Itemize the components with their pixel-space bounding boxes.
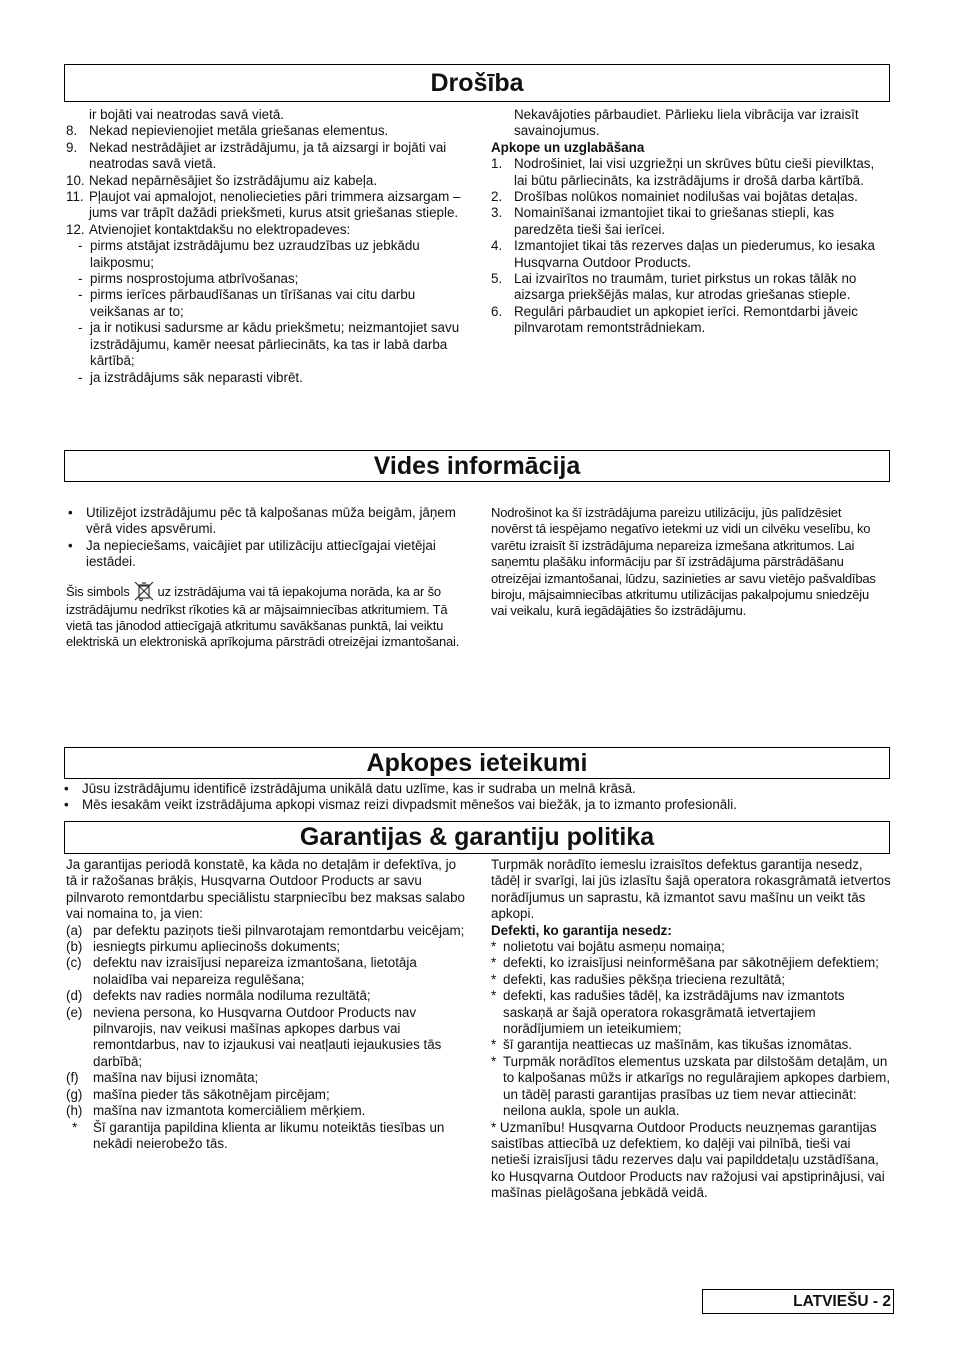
- warranty-condition: [66, 939, 466, 955]
- condition-letter: (c): [66, 955, 82, 971]
- safety-right-column: [491, 107, 891, 337]
- unplug-condition: [78, 370, 466, 386]
- warranty-condition: [66, 955, 466, 988]
- exclusion-item-text: nolietotu vai bojātu asmeņu nomaiņa;: [503, 939, 725, 955]
- environment-left-column: [66, 505, 466, 651]
- storage-item: [491, 189, 891, 205]
- safety-continuation: ir bojāti vai neatrodas savā vietā.: [89, 107, 285, 122]
- unplug-condition: [78, 271, 466, 287]
- item-number: 4.: [491, 238, 503, 254]
- exclusion-item: [491, 972, 891, 988]
- item-number: 6.: [491, 303, 503, 319]
- safety-item-text: Pļaujot vai apmalojot, nenoliecieties pāri trimmera aizsargam – jums var trāpīt dažādi priekšmeti, kurus atsit griešanas stieple.: [89, 189, 461, 221]
- warranty-note-list: [66, 1120, 466, 1153]
- condition-letter: (e): [66, 1004, 83, 1020]
- exclusion-item-text: šī garantija neattiecas uz mašīnām, kas tikušas iznomātas.: [503, 1037, 853, 1053]
- maintenance-bullet: [62, 781, 892, 797]
- warranty-condition: [66, 923, 466, 939]
- dash-marker: -: [78, 369, 83, 385]
- dash-marker: -: [78, 320, 83, 336]
- maintenance-bullet-list: [62, 781, 892, 814]
- exclusions-list: [491, 939, 891, 1119]
- bullet-marker: •: [64, 797, 69, 813]
- maintenance-bullet: [62, 797, 892, 813]
- environment-bullet: [66, 505, 466, 538]
- crossed-wheelie-bin-icon: [133, 580, 155, 602]
- safety-item: [66, 123, 466, 139]
- exclusion-item-text: defekti, ko izraisījusi neinformēšana par sākotnējiem defektiem;: [503, 955, 879, 971]
- warranty-condition: [66, 1005, 466, 1071]
- bullet-marker: •: [68, 537, 73, 553]
- warranty-note: [66, 1120, 466, 1153]
- section-header-environment: Vides informācija: [64, 450, 890, 482]
- exclusion-item-text: Turpmāk norādītos elementus uzskata par dilstošām detaļām, un to kalpošanas mūžs ir atkarīgs no regulārajiem apkopes darbiem, un tādēļ parasti garantijas prasības uz tiem nevar attiecināt: neilona aukla, spole un aukla.: [503, 1053, 891, 1119]
- warranty-condition-text: neviena persona, ko Husqvarna Outdoor Products nav pilnvarojis, nav veikusi mašīnas apkopes darbus vai remontdarbus, nav to izjaukusi vai neatļauti iejaukusies tās darbībā;: [93, 1004, 442, 1069]
- section-header-warranty: Garantijas & garantiju politika: [64, 821, 890, 854]
- warranty-condition-text: defekts nav radies normāla nodiluma rezultātā;: [93, 988, 371, 1004]
- safety-list: [66, 123, 466, 238]
- unplug-conditions-list: [66, 238, 466, 386]
- unplug-condition-text: pirms nosprostojuma atbrīvošanas;: [90, 271, 299, 287]
- vibration-note: Nekavājoties pārbaudiet. Pārlieku liela vibrācija var izraisīt savainojumus.: [514, 107, 859, 139]
- exclusion-item-text: defekti, kas radušies tādēļ, ka izstrādājums nav izmantots saskaņā ar šajā operatora rokasgrāmatā ietvertajiem norādījumiem un ieteikumiem;: [503, 988, 845, 1037]
- environment-bullet-text: Utilizējot izstrādājumu pēc tā kalpošanas mūža beigām, jāņem vērā vides apsvērumi.: [86, 505, 456, 537]
- unplug-condition-text: pirms atstājat izstrādājumu bez uzraudzības uz jebkādu laikposmu;: [90, 238, 420, 270]
- environment-right-column: Nodrošinot ka šī izstrādājuma pareizu utilizāciju, jūs palīdzēsiet novērst tā iespējamo negatīvo ietekmi uz vidi un cilvēku veselību, ko varētu izraisīt šī izstrādājuma nepareiza izmešana atkritumos. Lai saņemtu plašāku informāciju par šī izstrādājuma pārstrādāšanu otreizējai izmantošanai, lūdzu, sazinieties ar savu vietējo pašvaldības biroju, mājsaimniecības atkritumu utilizācijas pakalpojumu sniedzēju vai veikalu, kurā iegādājāties šo izstrādājumu.: [491, 505, 876, 619]
- unplug-condition: [78, 238, 466, 271]
- warranty-conditions-list: [66, 923, 466, 1120]
- storage-list: [491, 156, 891, 336]
- warranty-condition-text: mašīna nav izmantota komerciāliem mērķiem.: [93, 1103, 366, 1119]
- exclusions-title: Defekti, ko garantija nesedz:: [491, 922, 672, 938]
- unplug-condition: [78, 287, 466, 320]
- storage-item: [491, 271, 891, 304]
- exclusion-item: [491, 955, 891, 971]
- unplug-condition: [78, 320, 466, 369]
- section-header-maintenance: Apkopes ieteikumi: [64, 747, 890, 779]
- item-number: 10.: [66, 172, 85, 188]
- symbol-text-after: uz izstrādājuma vai tā iepakojuma norāda, ka ar šo izstrādājumu nedrīkst rīkoties kā ar mājsaimniecības atkritumiem. Tā vietā tas jānodod attiecīgajā atkritumu savākšanas punktā, lai veiktu elektriskā un elektroniskā aprīkojuma pārstrādi otreizējai izmantošanai.: [66, 583, 460, 650]
- warranty-condition-text: par defektu paziņots tieši pilnvarotajam remontdarbu veicējam;: [93, 922, 465, 938]
- environment-bullet-list: [66, 505, 466, 571]
- warranty-left-column: [66, 857, 466, 1152]
- condition-letter: (f): [66, 1070, 79, 1086]
- item-number: 1.: [491, 156, 503, 172]
- exclusion-item: [491, 939, 891, 955]
- item-number: 5.: [491, 271, 503, 287]
- unplug-condition-text: ja izstrādājums sāk neparasti vibrēt.: [90, 369, 303, 385]
- warranty-condition: [66, 988, 466, 1004]
- storage-item: [491, 156, 891, 189]
- storage-item-text: Nodrošiniet, lai visi uzgriežņi un skrūves būtu cieši pievilktas, lai būtu pārliecināts, ka izstrādājums ir drošā darba kārtībā.: [514, 156, 875, 188]
- warranty-condition-text: mašīna pieder tās sākotnējam pircējam;: [93, 1086, 330, 1102]
- item-number: 11.: [66, 189, 84, 205]
- asterisk-marker: *: [491, 939, 497, 955]
- section-header-safety: Drošība: [64, 64, 890, 102]
- maintenance-bullet-text: Mēs iesakām veikt izstrādājuma apkopi vismaz reizi divpadsmit mēnešos vai biežāk, ja to izmanto profesionāli.: [82, 797, 737, 813]
- dash-marker: -: [78, 271, 83, 287]
- safety-item-text: Nekad nepievienojiet metāla griešanas elementus.: [89, 123, 389, 139]
- environment-bullet-text: Ja nepieciešams, vaicājiet par utilizāciju attiecīgajai vietējai iestādei.: [86, 537, 436, 570]
- unplug-condition-text: ja ir notikusi sadursme ar kādu priekšmetu; neizmantojiet savu izstrādājumu, kamēr neesat pārliecināts, ka tas ir labā darba kārtībā;: [90, 320, 460, 369]
- maintenance-section: [62, 781, 892, 814]
- dash-marker: -: [78, 238, 83, 254]
- unplug-condition-text: pirms ierīces pārbaudīšanas un tīrīšanas vai citu darbu veikšanas ar to;: [90, 287, 416, 319]
- item-number: 9.: [66, 139, 78, 155]
- condition-letter: (a): [66, 922, 83, 938]
- safety-item-text: Nekad nepārnēsājiet šo izstrādājumu aiz kabeļa.: [89, 172, 378, 188]
- storage-item-text: Lai izvairītos no traumām, turiet pirkstus un rokas tālāk no aizsarga priekšējās malas, kur atrodas griešanas stieple.: [514, 271, 857, 303]
- condition-letter: (h): [66, 1103, 83, 1119]
- item-number: 2.: [491, 189, 503, 205]
- environment-bullet: [66, 538, 466, 571]
- warranty-condition-text: iesniegts pirkumu apliecinošs dokuments;: [93, 939, 341, 955]
- storage-title: Apkope un uzglabāšana: [491, 139, 645, 155]
- item-number: 8.: [66, 123, 78, 139]
- bullet-marker: •: [64, 781, 69, 796]
- caution-paragraph: * Uzmanību! Husqvarna Outdoor Products neuzņemas garantijas saistības attiecībā uz defektiem, ko daļēji vai pilnībā, tieši vai netieši izraisījusi tādu rezerves daļu vai papilddetaļu uzstādīšana, ko Husqvarna Outdoor Products nav ražojusi vai apstiprinājusi, vai mašīnas pielāgošana jebkādā veidā.: [491, 1119, 885, 1201]
- page-footer-label: LATVIEŠU - 2: [702, 1289, 894, 1314]
- warranty-right-column: [491, 857, 891, 1202]
- safety-item: [66, 140, 466, 173]
- storage-item: [491, 205, 891, 238]
- storage-item-text: Izmantojiet tikai tās rezerves daļas un piederumus, ko iesaka Husqvarna Outdoor Products.: [514, 238, 875, 270]
- safety-item-text: Nekad nestrādājiet ar izstrādājumu, ja tā aizsargi ir bojāti vai neatrodas savā vietā.: [89, 139, 447, 172]
- condition-letter: (g): [66, 1086, 83, 1102]
- asterisk-marker: *: [491, 971, 497, 987]
- asterisk-marker: *: [491, 988, 497, 1004]
- bullet-marker: •: [68, 505, 73, 520]
- storage-item: [491, 304, 891, 337]
- item-number: 3.: [491, 205, 503, 221]
- asterisk-marker: *: [491, 955, 497, 971]
- condition-letter: (b): [66, 939, 83, 955]
- warranty-condition: [66, 1087, 466, 1103]
- dash-marker: -: [78, 287, 83, 303]
- warranty-condition: [66, 1070, 466, 1086]
- safety-item: [66, 173, 466, 189]
- recycling-symbol-paragraph: [66, 580, 466, 651]
- warranty-condition-text: defektu nav izraisījusi nepareiza izmantošana, lietotāja nolaidība vai nepareiza regulēšana;: [93, 955, 417, 987]
- storage-item-text: Regulāri pārbaudiet un apkopiet ierīci. Remontdarbi jāveic pilnvarotam remontstrādniekam.: [514, 303, 858, 336]
- asterisk-marker: *: [72, 1119, 78, 1135]
- storage-item: [491, 238, 891, 271]
- storage-item-text: Nomainīšanai izmantojiet tikai to griešanas stiepli, kas paredzēta tieši šai ierīcei.: [514, 205, 835, 237]
- safety-left-column: [66, 107, 466, 386]
- warranty-condition: [66, 1103, 466, 1119]
- exclusion-item: [491, 1037, 891, 1053]
- warranty-intro: Ja garantijas periodā konstatē, ka kāda no detaļām ir defektīva, jo tā ir ražošanas brāķis, Husqvarna Outdoor Products ar savu pilnvaroto remontdarbu speciālistu starpniecību bez maksas salabo vai nomaina to, ja vien:: [66, 857, 465, 922]
- maintenance-bullet-text: Jūsu izstrādājumu identificē izstrādājuma unikālā datu uzlīme, kas ir sudraba un melnā krāsā.: [82, 781, 636, 796]
- safety-item: [66, 189, 466, 222]
- warranty-condition-text: mašīna nav bijusi iznomāta;: [93, 1070, 259, 1086]
- item-number: 12.: [66, 221, 85, 237]
- symbol-text-before: Šis simbols: [66, 583, 130, 599]
- warranty-note-text: Šī garantija papildina klienta ar likumu noteiktās tiesības un nekādi neierobežo tās.: [93, 1119, 445, 1151]
- warranty-right-intro: Turpmāk norādīto iemeslu izraisītos defektus garantija nesedz, tādēļ ir svarīgi, lai jūs izlasītu šajā operatora rokasgrāmatā ietvertos norādījumus un saprastu, kā izmantot savu mašīnu un veikt tās apkopi.: [491, 857, 891, 922]
- safety-item-text: Atvienojiet kontaktdakšu no elektropadeves:: [89, 221, 351, 237]
- exclusion-item: [491, 988, 891, 1037]
- storage-item-text: Drošības nolūkos nomainiet nodilušas vai bojātas detaļas.: [514, 189, 858, 205]
- condition-letter: (d): [66, 988, 83, 1004]
- asterisk-marker: *: [491, 1037, 497, 1053]
- safety-item: [66, 222, 466, 238]
- asterisk-marker: *: [491, 1053, 497, 1069]
- exclusion-item: [491, 1054, 891, 1120]
- exclusion-item-text: defekti, kas radušies pēkšņa trieciena rezultātā;: [503, 971, 786, 987]
